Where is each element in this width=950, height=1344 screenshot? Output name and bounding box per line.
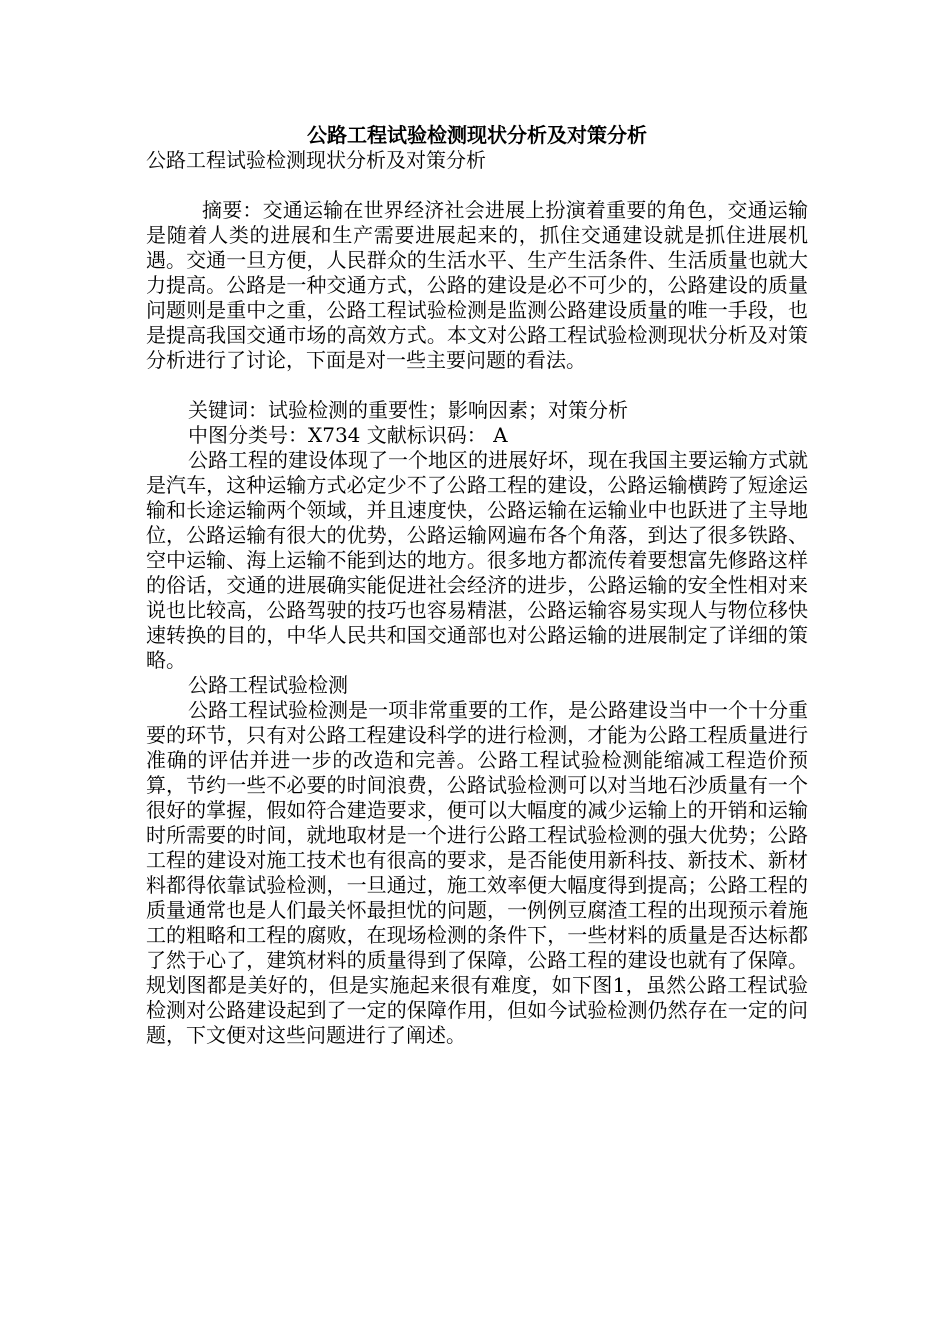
- document-body: [146, 123, 808, 1048]
- document-subtitle: 公路工程试验检测现状分析及对策分析: [146, 148, 486, 172]
- classification-line: 中图分类号：X734 文献标识码： A: [188, 423, 508, 447]
- abstract-paragraph: 摘要：交通运输在世界经济社会进展上扮演着重要的角色，交通运输是随着人类的进展和生产需要进展起来的，抓住交通建设就是抓住进展机遇。交通一旦方便，人民群众的生活水平、生产生活条件、生活质量也就大力提高。公路是一种交通方式，公路的建设是必不可少的，公路建设的质量问题则是重中之重，公路工程试验检测是监测公路建设质量的唯一手段，也是提高我国交通市场的高效方式。本文对公路工程试验检测现状分析及对策分析进行了讨论，下面是对一些主要问题的看法。: [146, 198, 808, 372]
- body-paragraph-1: 公路工程的建设体现了一个地区的进展好坏，现在我国主要运输方式就是汽车，这种运输方式必定少不了公路工程的建设，公路运输横跨了短途运输和长途运输两个领域，并且速度快，公路运输在运输业中也跃进了主导地位，公路运输有很大的优势，公路运输网遍布各个角落，到达了很多铁路、空中运输、海上运输不能到达的地方。很多地方都流传着要想富先修路这样的俗话，交通的进展确实能促进社会经济的进步，公路运输的安全性相对来说也比较高，公路驾驶的技巧也容易精湛，公路运输容易实现人与物位移快速转换的目的，中华人民共和国交通部也对公路运输的进展制定了详细的策略。: [146, 448, 808, 672]
- blank-line: [146, 173, 808, 198]
- blank-line: [146, 373, 808, 398]
- keywords-line: 关键词：试验检测的重要性；影响因素；对策分析: [188, 398, 628, 422]
- section-heading: 公路工程试验检测: [188, 673, 348, 697]
- body-paragraph-2: 公路工程试验检测是一项非常重要的工作，是公路建设当中一个十分重要的环节，只有对公路工程建设科学的进行检测，才能为公路工程质量进行准确的评估并进一步的改造和完善。公路工程试验检测能缩减工程造价预算，节约一些不必要的时间浪费，公路试验检测可以对当地石沙质量有一个很好的掌握，假如符合建造要求，便可以大幅度的减少运输上的开销和运输时所需要的时间，就地取材是一个进行公路工程试验检测的强大优势；公路工程的建设对施工技术也有很高的要求，是否能使用新科技、新技术、新材料都得依靠试验检测，一旦通过，施工效率便大幅度得到提高；公路工程的质量通常也是人们最关怀最担忧的问题，一例例豆腐渣工程的出现预示着施工的粗略和工程的腐败，在现场检测的条件下，一些材料的质量是否达标都了然于心了，建筑材料的质量得到了保障，公路工程的建设也就有了保障。规划图都是美好的，但是实施起来很有难度，如下图1，虽然公路工程试验检测对公路建设起到了一定的保障作用，但如今试验检测仍然存在一定的问题，下文便对这些问题进行了阐述。: [146, 698, 808, 1047]
- document-title: 公路工程试验检测现状分析及对策分析: [307, 123, 647, 147]
